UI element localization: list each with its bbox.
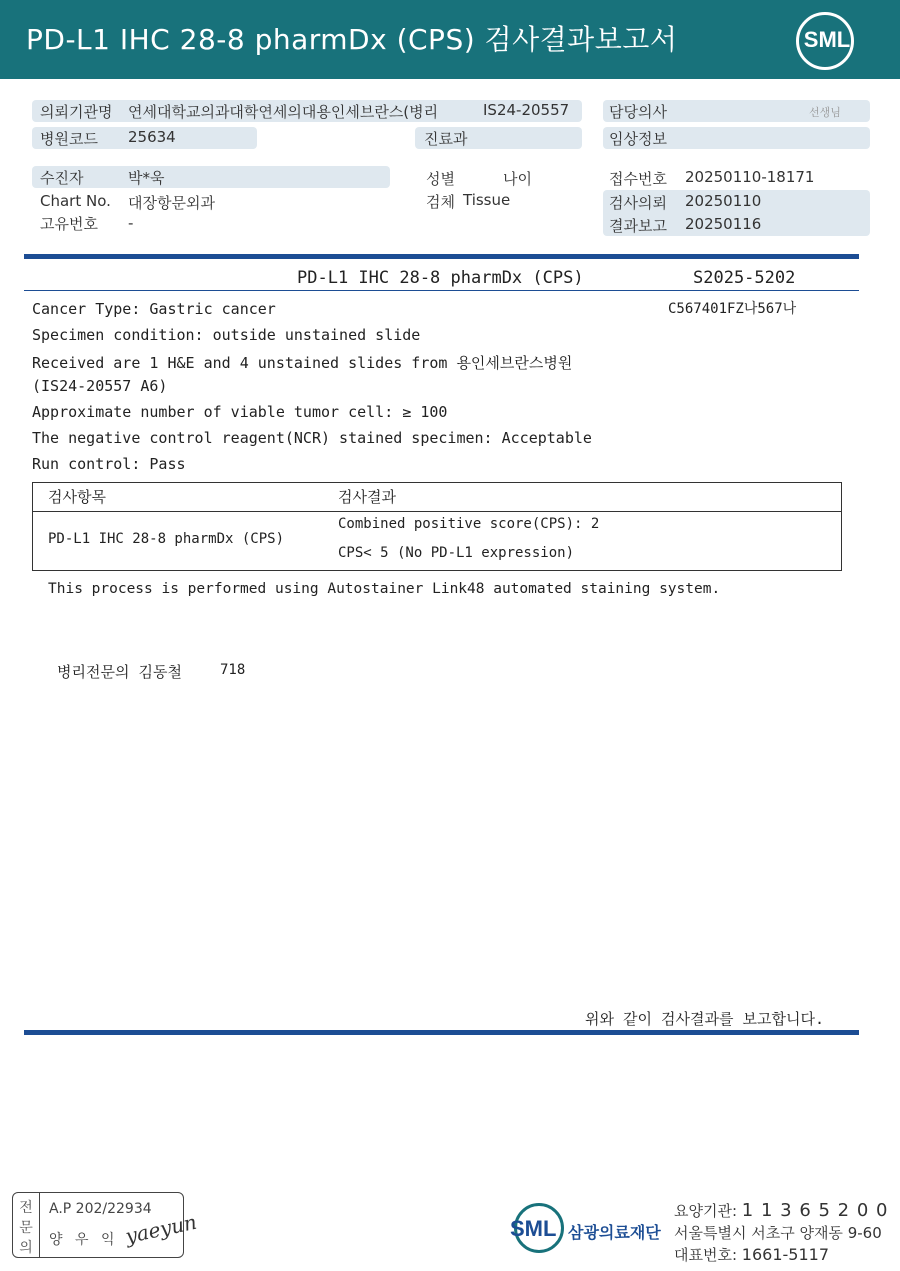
report-line: Specimen condition: outside unstained slide <box>32 326 421 344</box>
stamp-license: A.P 202/22934 <box>49 1201 152 1217</box>
doctor-label: 담당의사 <box>609 103 667 121</box>
hospital-code-label: 병원코드 <box>40 130 98 148</box>
test-number: S2025-5202 <box>693 268 796 288</box>
report-line: Run control: Pass <box>32 455 186 473</box>
sex-label: 성별 <box>426 170 455 188</box>
report-title: PD-L1 IHC 28-8 pharmDx (CPS) 검사결과보고서 <box>26 23 678 56</box>
care-code <box>674 1200 888 1221</box>
table-result-line2: CPS< 5 (No PD-L1 expression) <box>338 545 575 561</box>
receipt-value: 20250110-18171 <box>685 168 815 186</box>
clinical-label: 임상정보 <box>609 130 667 148</box>
report-header <box>0 0 900 79</box>
stamp-name: 양 우 익 <box>49 1232 119 1248</box>
report-line: Received are 1 H&E and 4 unstained slides from 용인세브란스병원 <box>32 354 573 372</box>
footer-org-name: 삼광의료재단 <box>568 1223 661 1242</box>
report-value: 20250116 <box>685 215 762 233</box>
age-label: 나이 <box>503 170 532 188</box>
care-code-value: 1 1 3 6 5 2 0 0 <box>741 1200 889 1221</box>
chart-label: Chart No. <box>40 192 111 210</box>
bottom-rule <box>24 1030 859 1035</box>
report-line: Cancer Type: Gastric cancer <box>32 300 276 318</box>
care-code-label: 요양기관: <box>674 1202 738 1220</box>
closing-statement: 위와 같이 검사결과를 보고합니다. <box>585 1010 824 1028</box>
report-line: (IS24-20557 A6) <box>32 377 168 395</box>
footer-phone <box>674 1244 829 1265</box>
report-label: 결과보고 <box>609 217 667 235</box>
stamp-char: 문 <box>19 1220 33 1236</box>
phone-label: 대표번호: <box>674 1246 738 1264</box>
stamp-divider <box>39 1193 40 1257</box>
pathologist-number: 718 <box>220 662 246 678</box>
title-rule <box>24 290 859 291</box>
test-title: PD-L1 IHC 28-8 pharmDx (CPS) <box>297 268 584 288</box>
process-note: This process is performed using Autostainer Link48 automated staining system. <box>48 581 721 597</box>
patient-label: 수진자 <box>40 169 84 187</box>
table-header-divider <box>33 511 841 512</box>
footer-address: 서울특별시 서초구 양재동 9-60 <box>674 1224 882 1242</box>
pathologist-name: 병리전문의 김동철 <box>57 663 182 681</box>
footer-logo-text: SML <box>510 1216 557 1241</box>
unique-value: - <box>128 214 134 232</box>
institution-code: IS24-20557 <box>483 101 570 119</box>
barcode-text: C567401FZ나567나 <box>668 301 797 317</box>
request-label: 검사의뢰 <box>609 194 667 212</box>
unique-label: 고유번호 <box>40 215 98 233</box>
specialist-stamp <box>12 1192 199 1258</box>
specimen-value: Tissue <box>463 191 511 209</box>
patient-value: 박*욱 <box>128 169 165 187</box>
report-line: The negative control reagent(NCR) stained specimen: Acceptable <box>32 429 592 447</box>
institution-label: 의뢰기관명 <box>40 103 113 121</box>
doctor-suffix: 선생님 <box>809 106 841 119</box>
table-col-item: 검사항목 <box>48 488 106 506</box>
patient-pill <box>32 166 390 188</box>
sml-logo-text: SML <box>803 27 851 52</box>
specimen-label: 검체 <box>426 193 455 211</box>
top-rule <box>24 254 859 259</box>
stamp-char: 전 <box>19 1200 33 1216</box>
phone-value: 1661-5117 <box>741 1245 830 1264</box>
chart-value: 대장항문외과 <box>128 194 215 212</box>
table-item: PD-L1 IHC 28-8 pharmDx (CPS) <box>48 531 285 547</box>
stamp-char: 의 <box>19 1240 33 1256</box>
signature: yaeyun <box>123 1209 199 1249</box>
institution-value: 연세대학교의과대학연세의대용인세브란스(병리 <box>128 103 439 121</box>
receipt-label: 접수번호 <box>609 170 667 188</box>
hospital-code-value: 25634 <box>128 128 176 146</box>
table-col-result: 검사결과 <box>338 488 396 506</box>
department-label: 진료과 <box>424 130 468 148</box>
request-value: 20250110 <box>685 192 762 210</box>
table-result-line1: Combined positive score(CPS): 2 <box>338 516 600 532</box>
report-line: Approximate number of viable tumor cell: ≥ 100 <box>32 403 448 421</box>
